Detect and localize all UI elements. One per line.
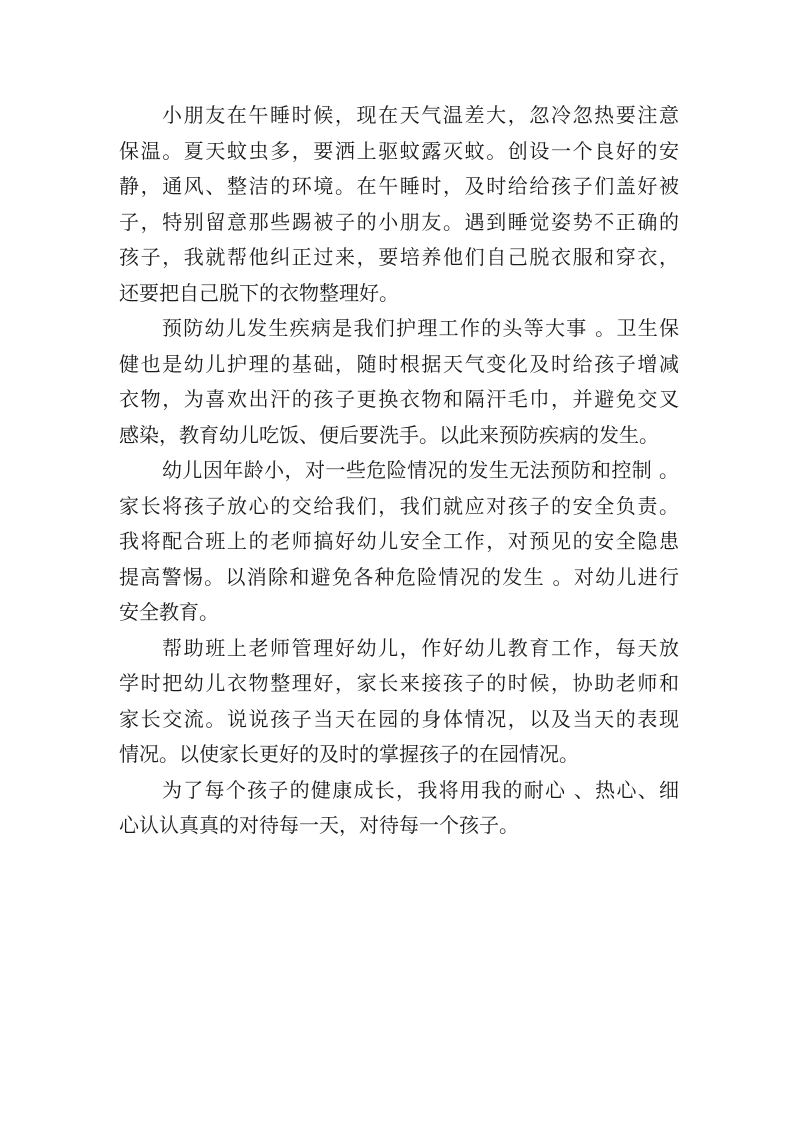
text-line: 为了每个孩子的健康成长，我将用我的耐心 、热心、细	[162, 777, 679, 802]
text-line: 提高警惕。以消除和避免各种危险情况的发生 。对幼儿进行	[119, 564, 679, 589]
text-line: 预防幼儿发生疾病是我们护理工作的头等大事 。卫生保	[162, 316, 679, 340]
text-line: 还要把自己脱下的衣物整理好。	[119, 280, 399, 305]
text-line: 帮助班上老师管理好幼儿，作好幼儿教育工作，每天放	[162, 635, 679, 660]
paragraph	[119, 773, 679, 844]
text-line: 感染，教育幼儿吃饭、便后要洗手。以此来预防疾病的发生。	[119, 422, 659, 447]
text-line: 孩子，我就帮他纠正过来，要培养他们自己脱衣服和穿衣，	[119, 245, 679, 269]
text-line: 幼儿因年龄小，对一些危险情况的发生无法预防和控制 。	[162, 458, 679, 482]
text-line: 家长交流。说说孩子当天在园的身体情况，以及当天的表现	[119, 706, 679, 731]
paragraph	[119, 98, 679, 311]
paragraph	[119, 311, 679, 453]
text-line: 保温。夏天蚊虫多，要洒上驱蚊露灭蚊。创设一个良好的安	[119, 138, 679, 163]
text-line: 小朋友在午睡时候，现在天气温差大，忽冷忽热要注意	[162, 103, 679, 127]
text-line: 心认认真真的对待每一天，对待每一个孩子。	[119, 813, 519, 837]
text-line: 静，通风、整洁的环境。在午睡时，及时给给孩子们盖好被	[119, 174, 679, 198]
document-body	[119, 98, 679, 844]
text-line: 衣物，为喜欢出汗的孩子更换衣物和隔汗毛巾，并避免交叉	[119, 387, 679, 411]
text-line: 安全教育。	[119, 600, 219, 624]
text-line: 健也是幼儿护理的基础，随时根据天气变化及时给孩子增减	[119, 351, 679, 376]
text-line: 学时把幼儿衣物整理好，家长来接孩子的时候，协助老师和	[119, 671, 679, 695]
text-line: 子，特别留意那些踢被子的小朋友。遇到睡觉姿势不正确的	[119, 209, 679, 234]
text-line: 情况。以使家长更好的及时的掌握孩子的在园情况。	[119, 742, 579, 766]
text-line: 我将配合班上的老师搞好幼儿安全工作，对预见的安全隐患	[119, 529, 679, 553]
text-line: 家长将孩子放心的交给我们，我们就应对孩子的安全负责。	[119, 493, 679, 518]
paragraph	[119, 453, 679, 631]
paragraph	[119, 631, 679, 773]
